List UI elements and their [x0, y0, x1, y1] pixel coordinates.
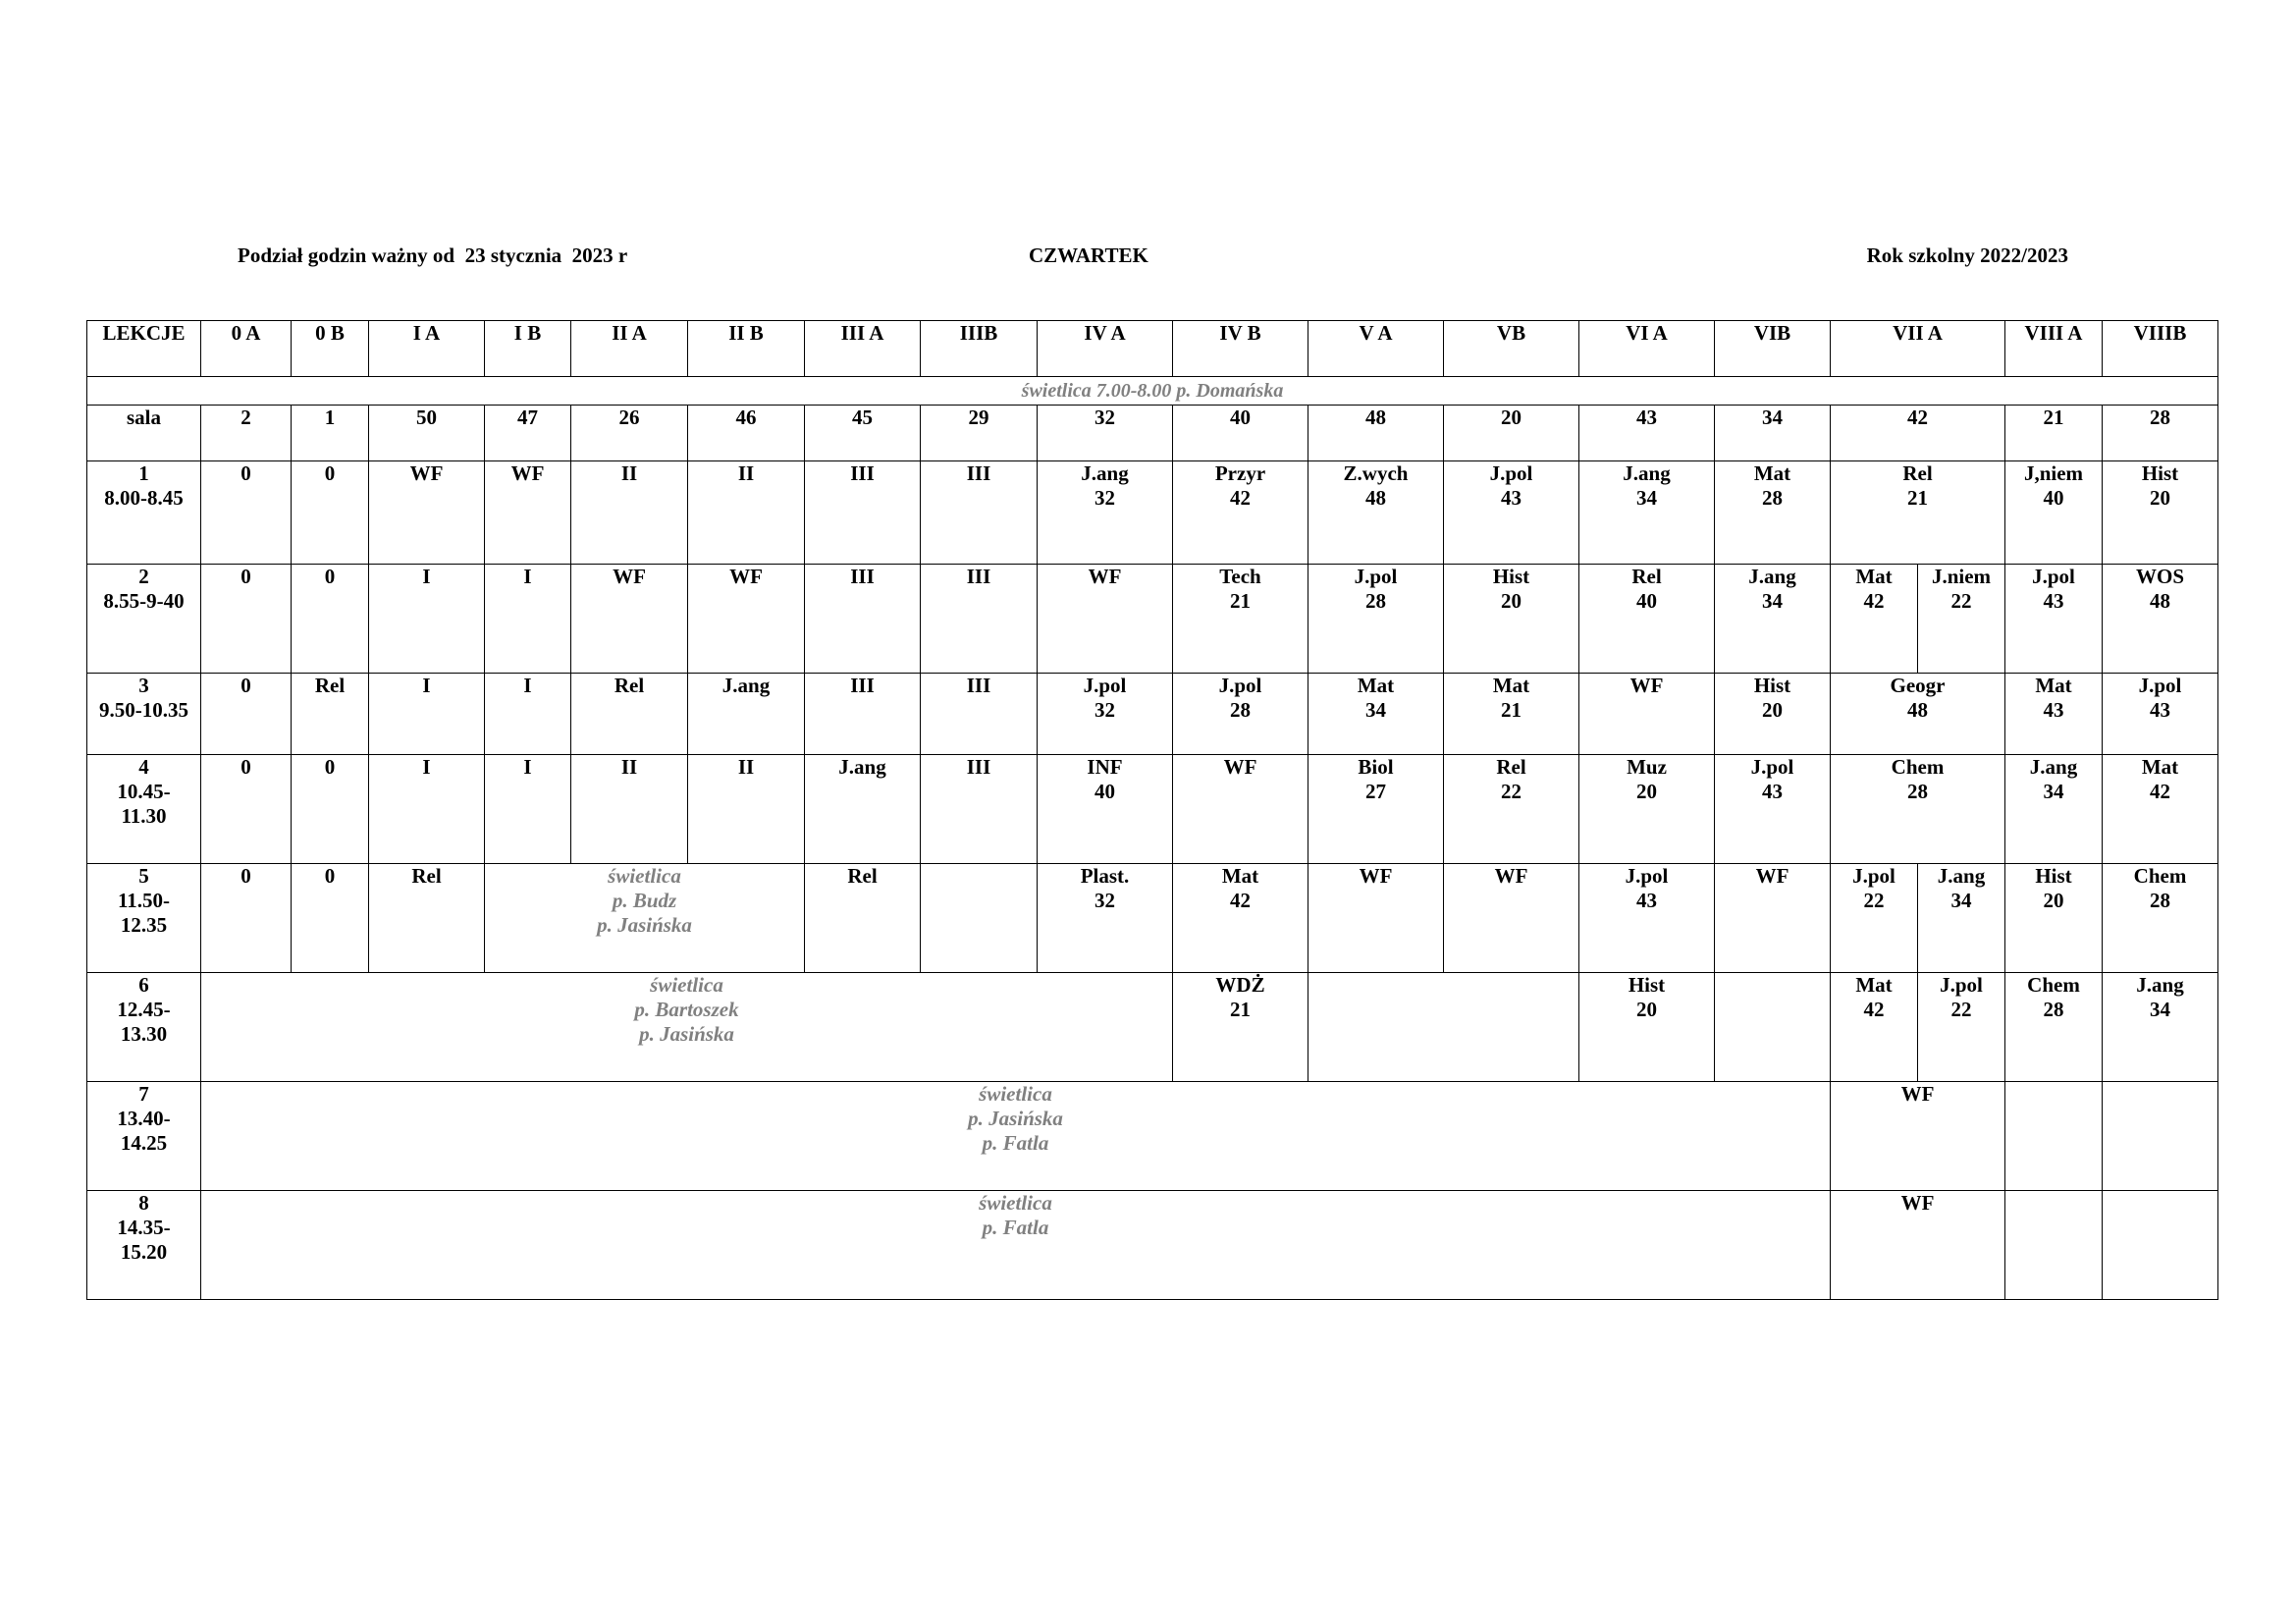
lesson-cell: J.ang 34 — [1715, 565, 1831, 674]
lesson-cell: J.ang 34 — [1579, 461, 1715, 565]
lesson-cell: J.ang 32 — [1038, 461, 1173, 565]
lesson-cell: III — [921, 461, 1038, 565]
header-class: II A — [571, 321, 688, 377]
room-cell: 46 — [688, 406, 805, 461]
lesson-cell — [2005, 1082, 2103, 1191]
lesson-cell: WF — [1444, 864, 1579, 973]
lesson-cell: Mat 42 — [1173, 864, 1308, 973]
lesson-cell — [2005, 1191, 2103, 1300]
lesson-cell: J.pol 43 — [2103, 674, 2218, 755]
room-cell: 40 — [1173, 406, 1308, 461]
room-cell: 45 — [805, 406, 921, 461]
lesson-cell-group-1: Mat 42 — [1831, 565, 1918, 674]
room-cell: 28 — [2103, 406, 2218, 461]
header-class: V A — [1308, 321, 1444, 377]
room-cell: 29 — [921, 406, 1038, 461]
lesson-time: 7 13.40- 14.25 — [87, 1082, 201, 1191]
room-cell: 32 — [1038, 406, 1173, 461]
lesson-time: 1 8.00-8.45 — [87, 461, 201, 565]
lesson-cell — [2103, 1082, 2218, 1191]
lesson-cell: Rel — [292, 674, 369, 755]
room-cell: 50 — [369, 406, 485, 461]
lesson-cell: J,niem 40 — [2005, 461, 2103, 565]
lesson-cell: 0 — [292, 565, 369, 674]
lesson-cell: 0 — [292, 755, 369, 864]
lesson-cell: Rel 22 — [1444, 755, 1579, 864]
room-cell: 21 — [2005, 406, 2103, 461]
lesson-cell-group-2: J.niem 22 — [1918, 565, 2005, 674]
header-class: VIIIB — [2103, 321, 2218, 377]
room-cell: 20 — [1444, 406, 1579, 461]
lesson-cell-group-2: J.pol 22 — [1918, 973, 2005, 1082]
lesson-time: 4 10.45- 11.30 — [87, 755, 201, 864]
lesson-cell-group-1: J.pol 22 — [1831, 864, 1918, 973]
lesson-cell: INF 40 — [1038, 755, 1173, 864]
lesson-cell: III — [805, 461, 921, 565]
day-title: CZWARTEK — [1029, 244, 1148, 267]
lesson-cell: J.pol 43 — [1579, 864, 1715, 973]
lesson-cell: Rel — [805, 864, 921, 973]
lesson-cell: Rel — [571, 674, 688, 755]
swietlica-block: świetlica p. Fatla — [201, 1191, 1831, 1300]
lesson-cell: WF — [369, 461, 485, 565]
lesson-cell: WF — [688, 565, 805, 674]
lesson-cell: II — [571, 461, 688, 565]
lesson-cell: Mat 43 — [2005, 674, 2103, 755]
header-class: I B — [485, 321, 571, 377]
lesson-cell: Mat 42 — [2103, 755, 2218, 864]
lesson-cell: J.ang — [805, 755, 921, 864]
lesson-cell: J.pol 32 — [1038, 674, 1173, 755]
lesson-cell: 0 — [201, 461, 292, 565]
header-lekcje: LEKCJE — [87, 321, 201, 377]
lesson-cell: J.pol 28 — [1308, 565, 1444, 674]
validity-date: Podział godzin ważny od 23 stycznia 2023 r — [238, 244, 628, 267]
lesson-cell — [1308, 973, 1579, 1082]
room-cell: 43 — [1579, 406, 1715, 461]
lesson-cell: 0 — [201, 864, 292, 973]
lesson-cell: Mat 28 — [1715, 461, 1831, 565]
morning-swietlica-row — [87, 377, 2218, 406]
lesson-cell: Biol 27 — [1308, 755, 1444, 864]
school-year: Rok szkolny 2022/2023 — [1866, 244, 2068, 267]
room-cell: 34 — [1715, 406, 1831, 461]
lesson-cell: Geogr 48 — [1831, 674, 2005, 755]
column-header-row — [87, 321, 2218, 377]
lesson-cell: J.ang — [688, 674, 805, 755]
swietlica-block: świetlica p. Budz p. Jasińska — [485, 864, 805, 973]
lesson-cell: Mat 21 — [1444, 674, 1579, 755]
lesson-cell: 0 — [201, 755, 292, 864]
lesson-cell: J.pol 28 — [1173, 674, 1308, 755]
lesson-cell: WDŻ 21 — [1173, 973, 1308, 1082]
lesson-cell: WF — [485, 461, 571, 565]
lesson-cell: WF — [1173, 755, 1308, 864]
lesson-row-5 — [87, 864, 2218, 973]
header-class: IV A — [1038, 321, 1173, 377]
lesson-cell: Muz 20 — [1579, 755, 1715, 864]
lesson-row-1 — [87, 461, 2218, 565]
lesson-row-8 — [87, 1191, 2218, 1300]
morning-swietlica-note: świetlica 7.00-8.00 p. Domańska — [87, 377, 2218, 406]
lesson-cell: II — [688, 461, 805, 565]
lesson-cell: 0 — [201, 674, 292, 755]
lesson-cell — [921, 864, 1038, 973]
lesson-row-7 — [87, 1082, 2218, 1191]
header-class: 0 A — [201, 321, 292, 377]
room-row — [87, 406, 2218, 461]
room-cell: 26 — [571, 406, 688, 461]
lesson-cell: Hist 20 — [2103, 461, 2218, 565]
header-class: IV B — [1173, 321, 1308, 377]
lesson-cell: Rel — [369, 864, 485, 973]
lesson-cell: III — [805, 565, 921, 674]
header-class: VB — [1444, 321, 1579, 377]
room-cell: 1 — [292, 406, 369, 461]
lesson-cell: II — [688, 755, 805, 864]
swietlica-block: świetlica p. Bartoszek p. Jasińska — [201, 973, 1173, 1082]
lesson-cell: I — [485, 565, 571, 674]
lesson-cell: 0 — [201, 565, 292, 674]
room-cell: 42 — [1831, 406, 2005, 461]
lesson-cell: WF — [1038, 565, 1173, 674]
room-label: sala — [87, 406, 201, 461]
header-class: VI A — [1579, 321, 1715, 377]
lesson-cell: III — [805, 674, 921, 755]
lesson-cell: WOS 48 — [2103, 565, 2218, 674]
lesson-cell: WF — [1579, 674, 1715, 755]
lesson-time: 2 8.55-9-40 — [87, 565, 201, 674]
room-cell: 47 — [485, 406, 571, 461]
lesson-cell: Mat 34 — [1308, 674, 1444, 755]
lesson-cell: Tech 21 — [1173, 565, 1308, 674]
room-cell: 48 — [1308, 406, 1444, 461]
lesson-cell: Przyr 42 — [1173, 461, 1308, 565]
lesson-cell-group-1: Mat 42 — [1831, 973, 1918, 1082]
lesson-cell: Hist 20 — [1579, 973, 1715, 1082]
lesson-row-6 — [87, 973, 2218, 1082]
lesson-cell: Rel 21 — [1831, 461, 2005, 565]
timetable — [86, 320, 2218, 1300]
lesson-cell — [1715, 973, 1831, 1082]
lesson-row-4 — [87, 755, 2218, 864]
lesson-cell: Chem 28 — [2005, 973, 2103, 1082]
lesson-cell: III — [921, 674, 1038, 755]
lesson-cell: Hist 20 — [1715, 674, 1831, 755]
lesson-cell: WF — [1831, 1191, 2005, 1300]
lesson-cell: I — [369, 565, 485, 674]
lesson-cell: Chem 28 — [1831, 755, 2005, 864]
lesson-row-2 — [87, 565, 2218, 674]
lesson-cell: I — [369, 674, 485, 755]
header-class: IIIB — [921, 321, 1038, 377]
header-class: VIII A — [2005, 321, 2103, 377]
lesson-cell: Plast. 32 — [1038, 864, 1173, 973]
lesson-time: 3 9.50-10.35 — [87, 674, 201, 755]
lesson-cell: J.pol 43 — [2005, 565, 2103, 674]
lesson-cell: II — [571, 755, 688, 864]
header-class: II B — [688, 321, 805, 377]
lesson-cell: WF — [1715, 864, 1831, 973]
lesson-cell: III — [921, 565, 1038, 674]
lesson-cell: J.pol 43 — [1444, 461, 1579, 565]
header-class: I A — [369, 321, 485, 377]
lesson-cell: WF — [1308, 864, 1444, 973]
lesson-time: 6 12.45- 13.30 — [87, 973, 201, 1082]
lesson-cell: Rel 40 — [1579, 565, 1715, 674]
lesson-cell: 0 — [292, 864, 369, 973]
lesson-time: 8 14.35- 15.20 — [87, 1191, 201, 1300]
header-class: 0 B — [292, 321, 369, 377]
lesson-cell: Chem 28 — [2103, 864, 2218, 973]
lesson-cell: I — [485, 674, 571, 755]
lesson-cell: Z.wych 48 — [1308, 461, 1444, 565]
lesson-cell: Hist 20 — [1444, 565, 1579, 674]
room-cell: 2 — [201, 406, 292, 461]
lesson-cell: III — [921, 755, 1038, 864]
lesson-time: 5 11.50- 12.35 — [87, 864, 201, 973]
lesson-row-3 — [87, 674, 2218, 755]
swietlica-block: świetlica p. Jasińska p. Fatla — [201, 1082, 1831, 1191]
lesson-cell — [2103, 1191, 2218, 1300]
header-class: III A — [805, 321, 921, 377]
lesson-cell: I — [485, 755, 571, 864]
lesson-cell: J.ang 34 — [2103, 973, 2218, 1082]
lesson-cell: WF — [571, 565, 688, 674]
lesson-cell: J.pol 43 — [1715, 755, 1831, 864]
lesson-cell: J.ang 34 — [2005, 755, 2103, 864]
lesson-cell-group-2: J.ang 34 — [1918, 864, 2005, 973]
lesson-cell: 0 — [292, 461, 369, 565]
header-class: VII A — [1831, 321, 2005, 377]
header-class: VIB — [1715, 321, 1831, 377]
lesson-cell: WF — [1831, 1082, 2005, 1191]
lesson-cell: Hist 20 — [2005, 864, 2103, 973]
lesson-cell: I — [369, 755, 485, 864]
